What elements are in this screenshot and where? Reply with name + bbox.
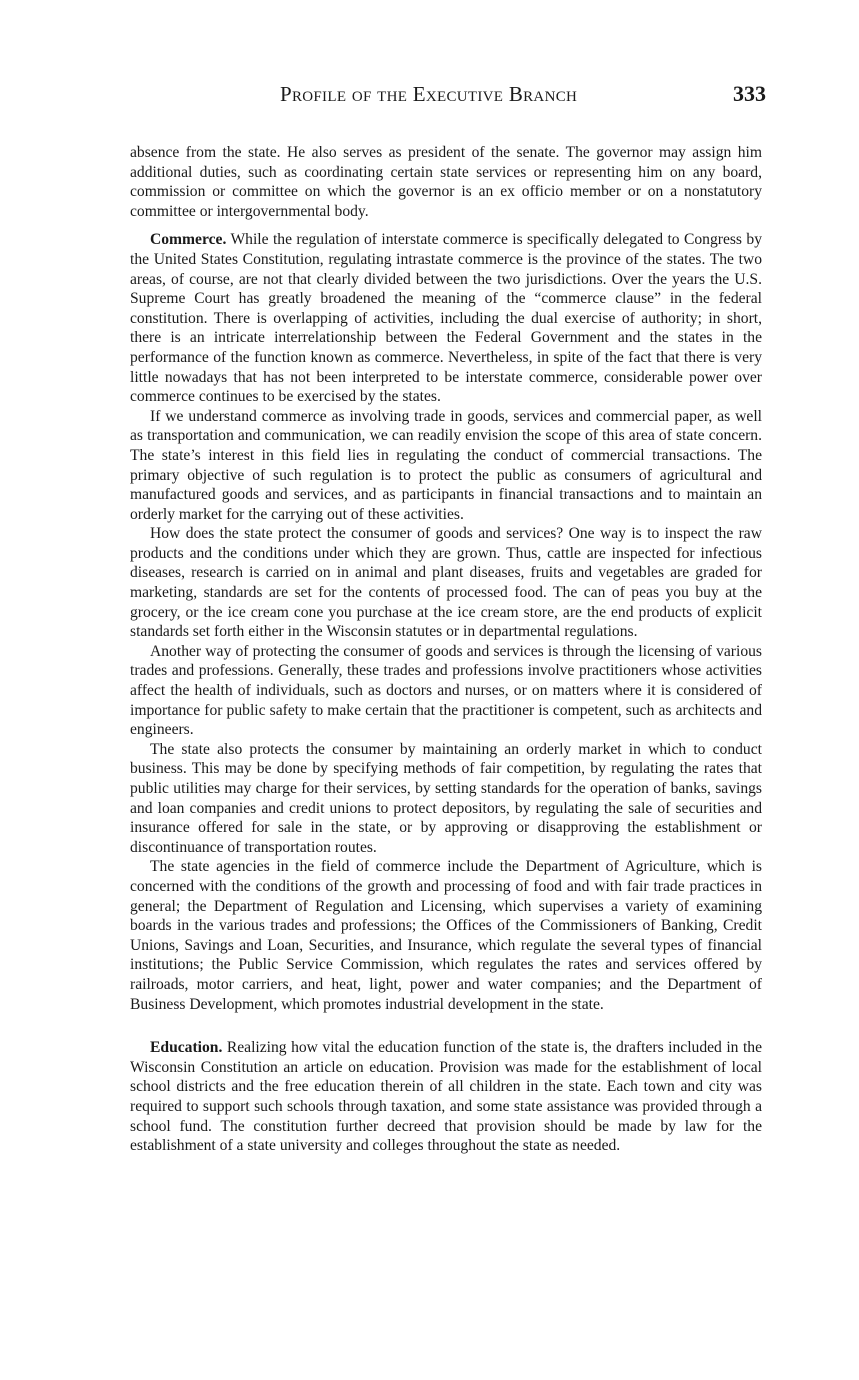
- paragraph-commerce-intro: [130, 230, 762, 406]
- running-title: Profile of the Executive Branch: [280, 82, 578, 106]
- paragraph-commerce-agencies: [130, 857, 762, 1014]
- section-heading-commerce: Commerce.: [150, 231, 227, 249]
- paragraph-text: The state also protects the consumer by maintaining an orderly market in which to conduct business. This may be done by specifying methods of fair competition, by regulating the rates that public utilities may charge for their services, by setting standards for the operation of banks, savings and loan companies and credit unions to protect depositors, by regulating the sale of securities and insurance offered for sale in the state, or by approving or disapproving the establishment or discontinuance of transportation routes.: [130, 740, 762, 856]
- paragraph-text: absence from the state. He also serves as president of the senate. The governor may assign him additional duties, such as coordinating certain state services or representing him on any board, commission or committee on which the governor is an ex officio member or on a nonstatutory committee or intergovernmental body.: [130, 144, 762, 220]
- paragraph-text: How does the state protect the consumer of goods and services? One way is to inspect the raw products and the conditions under which they are grown. Thus, cattle are inspected for infectious diseases, research is carried on in animal and plant diseases, fruits and vegetables are graded for marketing, standards are set for the contents of processed food. The can of peas you buy at the grocery, or the ice cream cone you purchase at the ice cream store, are the end products of explicit standards set forth either in the Wisconsin statutes or in departmental regulations.: [130, 525, 762, 641]
- paragraph-text: Another way of protecting the consumer of goods and services is through the licensing of various trades and professions. Generally, these trades and professions involve practitioners whose activities affect the health of individuals, such as doctors and nurses, or on matters where it is considered of importance for public safety to make certain that the practitioner is competent, such as architects and engineers.: [130, 642, 762, 739]
- paragraph-education-intro: [130, 1038, 762, 1156]
- paragraph-text: While the regulation of interstate commerce is specifically delegated to Congress by the United States Constitution, regulating intrastate commerce is the province of the states. The two areas, of course, are not that clearly divided between the two jurisdictions. Over the years the U.S. Supreme Court has greatly broadened the meaning of the “commerce clause” in the federal constitution. There is overlapping of activities, including the dual exercise of authority; in short, there is an intricate interrelationship between the Federal Government and the states in the performance of the function known as commerce. Nevertheless, in spite of the fact that there is very little nowadays that has not been interpreted to be interstate commerce, considerable power over commerce continues to be exercised by the states.: [130, 231, 762, 406]
- paragraph-orderly-market: [130, 740, 762, 858]
- paragraph-text: If we understand commerce as involving trade in goods, services and commercial paper, as well as transportation and communication, we can readily envision the scope of this area of state concern. The state’s interest in this field lies in regulating the conduct of commercial transactions. The primary objective of such regulation is to protect the public as consumers of agricultural and manufactured goods and services, and as participants in financial transactions and to maintain an orderly market for the carrying out of these activities.: [130, 407, 762, 523]
- paragraph-continuation: [130, 143, 762, 221]
- paragraph-consumer-inspection: [130, 524, 762, 642]
- body-text: [130, 143, 762, 1156]
- running-header: [130, 80, 766, 108]
- paragraph-commerce-scope: [130, 407, 762, 525]
- paragraph-text: The state agencies in the field of commerce include the Department of Agriculture, which is concerned with the conditions of the growth and processing of food and with fair trade practices in general; the Department of Regulation and Licensing, which supervises a variety of examining boards in the various trades and professions; the Offices of the Commissioners of Banking, Credit Unions, Savings and Loan, Securities, and Insurance, which regulate the several types of financial institutions; the Public Service Commission, which regulates the rates and services offered by railroads, motor carriers, and heat, light, power and water companies; and the Department of Business Development, which promotes industrial development in the state.: [130, 858, 762, 1013]
- paragraph-licensing: [130, 642, 762, 740]
- section-heading-education: Education.: [150, 1039, 223, 1057]
- page-number: 333: [733, 81, 766, 106]
- paragraph-text: Realizing how vital the education function of the state is, the drafters included in the Wisconsin Constitution an article on education. Provision was made for the establishment of local school districts and the free education therein of all children in the state. Each town and city was required to support such schools through taxation, and some state assistance was provided through a school fund. The constitution further decreed that provision should be made by law for the establishment of a state university and colleges throughout the state as needed.: [130, 1039, 762, 1155]
